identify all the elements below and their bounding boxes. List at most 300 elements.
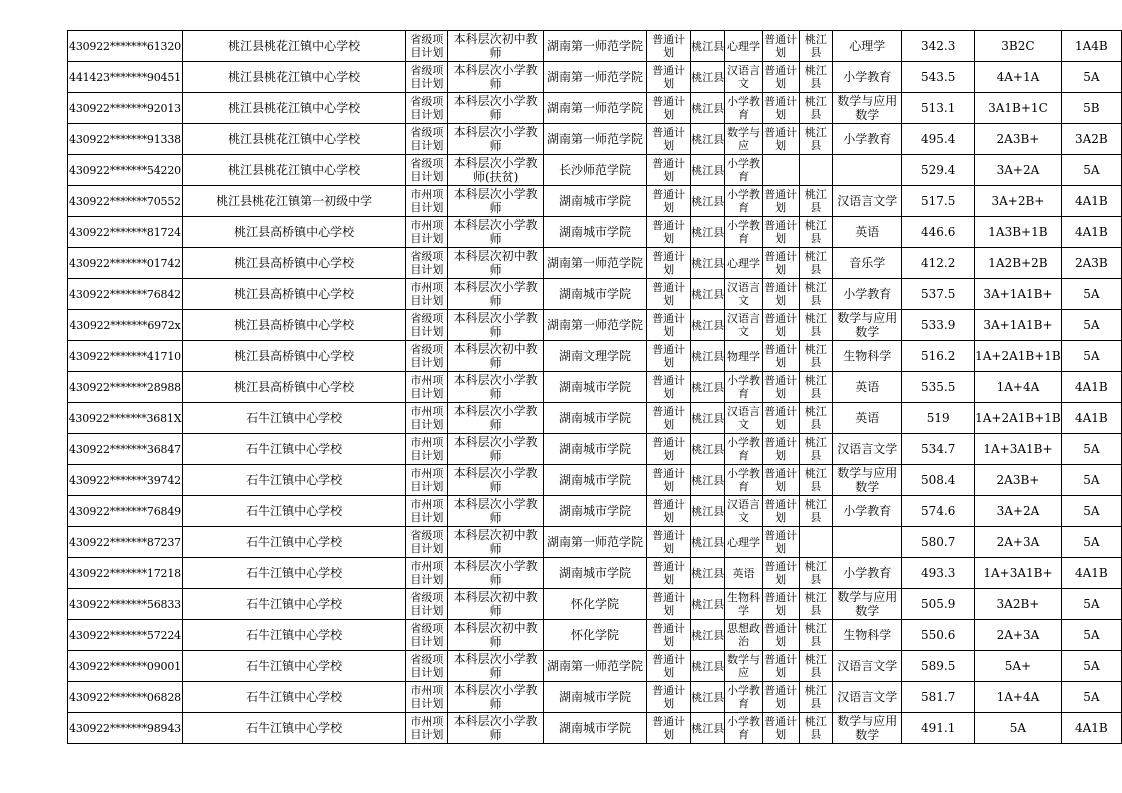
cell-subject-2: 数学与应用数学: [833, 465, 902, 496]
cell-plan-level: 省级项目计划: [406, 589, 448, 620]
cell-school: 石牛江镇中心学校: [182, 620, 405, 651]
cell-plan-type-1: 普通计划: [647, 93, 691, 124]
cell-plan-type-2: 普通计划: [762, 186, 799, 217]
cell-plan-type-1: 普通计划: [647, 403, 691, 434]
cell-score: 574.6: [902, 496, 975, 527]
cell-grade-1: 3A+2A: [975, 496, 1062, 527]
cell-county-1: 桃江县: [691, 31, 725, 62]
cell-plan-level: 省级项目计划: [406, 93, 448, 124]
cell-grade-2: 3A2B: [1061, 124, 1121, 155]
cell-score: 516.2: [902, 341, 975, 372]
cell-plan-type-1: 普通计划: [647, 558, 691, 589]
cell-school: 石牛江镇中心学校: [182, 527, 405, 558]
cell-subject-2: 汉语言文学: [833, 682, 902, 713]
cell-plan-type-2: 普通计划: [762, 651, 799, 682]
cell-teacher-level: 本科层次小学教师: [448, 186, 544, 217]
cell-county-1: 桃江县: [691, 62, 725, 93]
cell-school: 石牛江镇中心学校: [182, 558, 405, 589]
cell-plan-type-2: 普通计划: [762, 62, 799, 93]
cell-plan-type-2: 普通计划: [762, 341, 799, 372]
cell-score: 550.6: [902, 620, 975, 651]
cell-id-number: 430922*******6972x: [68, 310, 183, 341]
cell-college: 湖南城市学院: [543, 403, 646, 434]
cell-plan-level: 省级项目计划: [406, 310, 448, 341]
cell-plan-type-2: 普通计划: [762, 279, 799, 310]
table-row: [68, 527, 1122, 558]
cell-grade-2: 5A: [1061, 465, 1121, 496]
cell-grade-1: 1A2B+2B: [975, 248, 1062, 279]
cell-subject-2: 音乐学: [833, 248, 902, 279]
cell-grade-2: 5A: [1061, 341, 1121, 372]
cell-plan-type-1: 普通计划: [647, 279, 691, 310]
cell-grade-2: 5A: [1061, 589, 1121, 620]
cell-plan-type-2: 普通计划: [762, 372, 799, 403]
cell-id-number: 430922*******01742: [68, 248, 183, 279]
cell-plan-type-1: 普通计划: [647, 434, 691, 465]
table-row: [68, 496, 1122, 527]
cell-subject-2: 汉语言文学: [833, 186, 902, 217]
cell-plan-type-2: 普通计划: [762, 589, 799, 620]
cell-plan-type-1: 普通计划: [647, 465, 691, 496]
cell-grade-2: 5A: [1061, 682, 1121, 713]
table-row: [68, 651, 1122, 682]
cell-plan-type-2: 普通计划: [762, 124, 799, 155]
cell-plan-type-2: 普通计划: [762, 310, 799, 341]
cell-grade-1: 5A+: [975, 651, 1062, 682]
cell-subject-2: 小学教育: [833, 558, 902, 589]
cell-score: 537.5: [902, 279, 975, 310]
cell-score: 529.4: [902, 155, 975, 186]
cell-teacher-level: 本科层次初中教师: [448, 248, 544, 279]
cell-county-1: 桃江县: [691, 434, 725, 465]
cell-plan-type-1: 普通计划: [647, 186, 691, 217]
cell-county-2: 桃江县: [799, 403, 832, 434]
cell-college: 湖南第一师范学院: [543, 31, 646, 62]
cell-subject-1: 心理学: [725, 527, 762, 558]
cell-plan-type-2: 普通计划: [762, 527, 799, 558]
cell-county-1: 桃江县: [691, 620, 725, 651]
cell-grade-2: 5A: [1061, 155, 1121, 186]
cell-plan-type-1: 普通计划: [647, 682, 691, 713]
cell-plan-level: 省级项目计划: [406, 620, 448, 651]
cell-grade-1: 2A+3A: [975, 620, 1062, 651]
cell-plan-level: 市州项目计划: [406, 713, 448, 744]
cell-college: 湖南第一师范学院: [543, 62, 646, 93]
cell-county-1: 桃江县: [691, 124, 725, 155]
cell-plan-type-1: 普通计划: [647, 341, 691, 372]
cell-score: 581.7: [902, 682, 975, 713]
cell-plan-type-1: 普通计划: [647, 651, 691, 682]
cell-teacher-level: 本科层次小学教师: [448, 279, 544, 310]
cell-id-number: 430922*******06828: [68, 682, 183, 713]
cell-plan-level: 市州项目计划: [406, 279, 448, 310]
cell-plan-type-2: 普通计划: [762, 93, 799, 124]
cell-subject-2: 英语: [833, 403, 902, 434]
cell-teacher-level: 本科层次小学教师: [448, 496, 544, 527]
cell-county-1: 桃江县: [691, 279, 725, 310]
cell-grade-1: 5A: [975, 713, 1062, 744]
cell-college: 湖南城市学院: [543, 558, 646, 589]
cell-county-2: [799, 155, 832, 186]
cell-grade-1: 1A+3A1B+: [975, 558, 1062, 589]
cell-teacher-level: 本科层次小学教师: [448, 217, 544, 248]
cell-id-number: 430922*******87237: [68, 527, 183, 558]
cell-grade-1: 3A+2A: [975, 155, 1062, 186]
cell-county-1: 桃江县: [691, 248, 725, 279]
cell-id-number: 430922*******92013: [68, 93, 183, 124]
table-row: [68, 310, 1122, 341]
cell-county-2: 桃江县: [799, 279, 832, 310]
cell-grade-1: 3A+2B+: [975, 186, 1062, 217]
table-row: [68, 279, 1122, 310]
cell-school: 石牛江镇中心学校: [182, 403, 405, 434]
cell-school: 桃江县桃花江镇中心学校: [182, 124, 405, 155]
cell-teacher-level: 本科层次小学教师: [448, 124, 544, 155]
cell-grade-2: 4A1B: [1061, 217, 1121, 248]
cell-teacher-level: 本科层次初中教师: [448, 341, 544, 372]
table-row: [68, 372, 1122, 403]
cell-grade-2: 5A: [1061, 620, 1121, 651]
cell-college: 怀化学院: [543, 589, 646, 620]
cell-county-2: 桃江县: [799, 124, 832, 155]
cell-plan-type-2: 普通计划: [762, 558, 799, 589]
cell-college: 湖南城市学院: [543, 713, 646, 744]
cell-plan-type-1: 普通计划: [647, 31, 691, 62]
cell-teacher-level: 本科层次小学教师: [448, 465, 544, 496]
cell-id-number: 430922*******76842: [68, 279, 183, 310]
cell-county-2: 桃江县: [799, 682, 832, 713]
cell-teacher-level: 本科层次小学教师: [448, 713, 544, 744]
table-row: [68, 465, 1122, 496]
cell-plan-type-1: 普通计划: [647, 248, 691, 279]
cell-plan-type-2: 普通计划: [762, 465, 799, 496]
cell-teacher-level: 本科层次小学教师: [448, 372, 544, 403]
cell-teacher-level: 本科层次小学教师: [448, 434, 544, 465]
cell-score: 342.3: [902, 31, 975, 62]
cell-subject-2: [833, 527, 902, 558]
cell-school: 桃江县桃花江镇中心学校: [182, 93, 405, 124]
cell-id-number: 430922*******57224: [68, 620, 183, 651]
cell-grade-1: 3A1B+1C: [975, 93, 1062, 124]
cell-score: 534.7: [902, 434, 975, 465]
cell-teacher-level: 本科层次小学教师: [448, 93, 544, 124]
cell-subject-2: 生物科学: [833, 341, 902, 372]
cell-county-1: 桃江县: [691, 682, 725, 713]
cell-plan-type-2: 普通计划: [762, 682, 799, 713]
cell-school: 桃江县高桥镇中心学校: [182, 248, 405, 279]
cell-score: 589.5: [902, 651, 975, 682]
cell-plan-level: 市州项目计划: [406, 217, 448, 248]
cell-plan-level: 省级项目计划: [406, 31, 448, 62]
cell-subject-1: 汉语言文: [725, 279, 762, 310]
cell-subject-2: 数学与应用数学: [833, 589, 902, 620]
cell-score: 535.5: [902, 372, 975, 403]
cell-subject-2: 数学与应用数学: [833, 93, 902, 124]
cell-subject-2: 数学与应用数学: [833, 310, 902, 341]
cell-plan-type-1: 普通计划: [647, 527, 691, 558]
cell-county-2: 桃江县: [799, 62, 832, 93]
cell-subject-1: 小学教育: [725, 217, 762, 248]
cell-plan-level: 省级项目计划: [406, 155, 448, 186]
cell-grade-1: 2A3B+: [975, 465, 1062, 496]
cell-county-2: 桃江县: [799, 341, 832, 372]
cell-score: 446.6: [902, 217, 975, 248]
cell-county-2: 桃江县: [799, 372, 832, 403]
cell-grade-2: 4A1B: [1061, 186, 1121, 217]
cell-college: 湖南城市学院: [543, 279, 646, 310]
cell-id-number: 430922*******36847: [68, 434, 183, 465]
table-row: [68, 341, 1122, 372]
cell-plan-level: 省级项目计划: [406, 62, 448, 93]
cell-score: 513.1: [902, 93, 975, 124]
cell-county-2: 桃江县: [799, 434, 832, 465]
cell-county-1: 桃江县: [691, 465, 725, 496]
cell-college: 湖南文理学院: [543, 341, 646, 372]
cell-subject-2: 小学教育: [833, 496, 902, 527]
cell-score: 517.5: [902, 186, 975, 217]
table-row: [68, 589, 1122, 620]
cell-teacher-level: 本科层次小学教师: [448, 403, 544, 434]
cell-school: 石牛江镇中心学校: [182, 682, 405, 713]
cell-subject-2: 小学教育: [833, 62, 902, 93]
cell-subject-1: 汉语言文: [725, 310, 762, 341]
cell-college: 湖南城市学院: [543, 682, 646, 713]
cell-grade-2: 5A: [1061, 62, 1121, 93]
cell-teacher-level: 本科层次小学教师: [448, 62, 544, 93]
cell-id-number: 430922*******91338: [68, 124, 183, 155]
cell-grade-2: 5B: [1061, 93, 1121, 124]
cell-subject-1: 心理学: [725, 31, 762, 62]
cell-teacher-level: 本科层次小学教师: [448, 310, 544, 341]
cell-county-1: 桃江县: [691, 651, 725, 682]
cell-teacher-level: 本科层次初中教师: [448, 589, 544, 620]
cell-id-number: 430922*******56833: [68, 589, 183, 620]
cell-plan-type-1: 普通计划: [647, 62, 691, 93]
cell-college: 怀化学院: [543, 620, 646, 651]
cell-grade-1: 2A3B+: [975, 124, 1062, 155]
cell-school: 桃江县桃花江镇中心学校: [182, 62, 405, 93]
cell-county-2: 桃江县: [799, 558, 832, 589]
table-row: [68, 186, 1122, 217]
cell-county-1: 桃江县: [691, 310, 725, 341]
cell-grade-1: 3A+1A1B+: [975, 310, 1062, 341]
table-row: [68, 434, 1122, 465]
cell-subject-2: 汉语言文学: [833, 651, 902, 682]
cell-plan-level: 省级项目计划: [406, 248, 448, 279]
cell-score: 412.2: [902, 248, 975, 279]
cell-id-number: 430922*******61320: [68, 31, 183, 62]
cell-plan-level: 市州项目计划: [406, 496, 448, 527]
cell-plan-level: 市州项目计划: [406, 186, 448, 217]
cell-grade-1: 1A+4A: [975, 682, 1062, 713]
cell-plan-type-2: 普通计划: [762, 713, 799, 744]
cell-college: 湖南第一师范学院: [543, 310, 646, 341]
cell-school: 石牛江镇中心学校: [182, 713, 405, 744]
cell-score: 495.4: [902, 124, 975, 155]
cell-county-2: 桃江县: [799, 620, 832, 651]
cell-grade-2: 5A: [1061, 496, 1121, 527]
cell-county-1: 桃江县: [691, 713, 725, 744]
cell-college: 湖南城市学院: [543, 372, 646, 403]
cell-plan-type-2: 普通计划: [762, 403, 799, 434]
cell-county-2: 桃江县: [799, 496, 832, 527]
cell-grade-2: 1A4B: [1061, 31, 1121, 62]
cell-subject-1: 心理学: [725, 248, 762, 279]
cell-plan-type-1: 普通计划: [647, 372, 691, 403]
cell-plan-type-2: 普通计划: [762, 31, 799, 62]
cell-plan-type-1: 普通计划: [647, 124, 691, 155]
cell-school: 石牛江镇中心学校: [182, 434, 405, 465]
cell-subject-2: 英语: [833, 372, 902, 403]
cell-id-number: 430922*******70552: [68, 186, 183, 217]
cell-grade-1: 1A3B+1B: [975, 217, 1062, 248]
cell-score: 491.1: [902, 713, 975, 744]
table-body: [68, 31, 1122, 744]
cell-plan-type-1: 普通计划: [647, 217, 691, 248]
cell-subject-1: 小学教育: [725, 713, 762, 744]
cell-county-2: 桃江县: [799, 217, 832, 248]
cell-county-1: 桃江县: [691, 589, 725, 620]
cell-teacher-level: 本科层次初中教师: [448, 527, 544, 558]
cell-id-number: 430922*******81724: [68, 217, 183, 248]
cell-county-2: 桃江县: [799, 93, 832, 124]
cell-grade-2: 5A: [1061, 651, 1121, 682]
cell-plan-type-2: 普通计划: [762, 496, 799, 527]
cell-plan-level: 省级项目计划: [406, 341, 448, 372]
cell-subject-1: 小学教育: [725, 372, 762, 403]
cell-subject-1: 物理学: [725, 341, 762, 372]
cell-college: 湖南第一师范学院: [543, 527, 646, 558]
cell-county-2: 桃江县: [799, 713, 832, 744]
cell-teacher-level: 本科层次初中教师: [448, 620, 544, 651]
cell-subject-2: 小学教育: [833, 279, 902, 310]
cell-plan-type-1: 普通计划: [647, 713, 691, 744]
cell-school: 石牛江镇中心学校: [182, 496, 405, 527]
cell-plan-level: 市州项目计划: [406, 465, 448, 496]
table-row: [68, 124, 1122, 155]
cell-subject-1: 汉语言文: [725, 403, 762, 434]
cell-grade-2: 5A: [1061, 279, 1121, 310]
cell-id-number: 430922*******98943: [68, 713, 183, 744]
cell-subject-2: [833, 155, 902, 186]
cell-subject-2: 汉语言文学: [833, 434, 902, 465]
cell-id-number: 430922*******39742: [68, 465, 183, 496]
cell-grade-1: 2A+3A: [975, 527, 1062, 558]
cell-plan-level: 省级项目计划: [406, 651, 448, 682]
table-row: [68, 93, 1122, 124]
cell-plan-level: 省级项目计划: [406, 124, 448, 155]
cell-subject-1: 小学教育: [725, 186, 762, 217]
cell-county-2: 桃江县: [799, 651, 832, 682]
cell-plan-level: 市州项目计划: [406, 372, 448, 403]
cell-college: 湖南第一师范学院: [543, 651, 646, 682]
cell-subject-1: 小学教育: [725, 155, 762, 186]
cell-college: 湖南第一师范学院: [543, 124, 646, 155]
cell-school: 桃江县桃花江镇中心学校: [182, 155, 405, 186]
cell-grade-2: 4A1B: [1061, 713, 1121, 744]
cell-subject-2: 生物科学: [833, 620, 902, 651]
cell-plan-level: 市州项目计划: [406, 558, 448, 589]
cell-score: 543.5: [902, 62, 975, 93]
cell-teacher-level: 本科层次小学教师: [448, 558, 544, 589]
cell-subject-1: 小学教育: [725, 465, 762, 496]
cell-grade-1: 3B2C: [975, 31, 1062, 62]
cell-score: 533.9: [902, 310, 975, 341]
cell-grade-1: 3A2B+: [975, 589, 1062, 620]
cell-county-2: 桃江县: [799, 310, 832, 341]
cell-plan-level: 市州项目计划: [406, 434, 448, 465]
table-row: [68, 62, 1122, 93]
cell-subject-1: 汉语言文: [725, 62, 762, 93]
cell-county-1: 桃江县: [691, 186, 725, 217]
cell-plan-type-1: 普通计划: [647, 310, 691, 341]
cell-plan-type-1: 普通计划: [647, 155, 691, 186]
cell-college: 湖南城市学院: [543, 186, 646, 217]
cell-college: 湖南城市学院: [543, 434, 646, 465]
cell-id-number: 441423*******90451: [68, 62, 183, 93]
cell-id-number: 430922*******3681X: [68, 403, 183, 434]
table-row: [68, 155, 1122, 186]
cell-plan-level: 市州项目计划: [406, 403, 448, 434]
cell-school: 桃江县高桥镇中心学校: [182, 310, 405, 341]
cell-county-2: 桃江县: [799, 465, 832, 496]
cell-score: 580.7: [902, 527, 975, 558]
cell-county-1: 桃江县: [691, 372, 725, 403]
cell-plan-type-1: 普通计划: [647, 589, 691, 620]
cell-county-2: 桃江县: [799, 186, 832, 217]
cell-school: 桃江县高桥镇中心学校: [182, 217, 405, 248]
cell-school: 石牛江镇中心学校: [182, 465, 405, 496]
cell-score: 493.3: [902, 558, 975, 589]
cell-plan-level: 省级项目计划: [406, 527, 448, 558]
cell-subject-1: 思想政治: [725, 620, 762, 651]
cell-id-number: 430922*******41710: [68, 341, 183, 372]
cell-county-1: 桃江县: [691, 527, 725, 558]
cell-school: 石牛江镇中心学校: [182, 651, 405, 682]
table-row: [68, 217, 1122, 248]
cell-subject-2: 英语: [833, 217, 902, 248]
table-row: [68, 682, 1122, 713]
cell-county-2: [799, 527, 832, 558]
table-row: [68, 248, 1122, 279]
cell-score: 519: [902, 403, 975, 434]
cell-county-1: 桃江县: [691, 558, 725, 589]
cell-grade-2: 2A3B: [1061, 248, 1121, 279]
cell-grade-2: 4A1B: [1061, 372, 1121, 403]
cell-school: 桃江县桃花江镇中心学校: [182, 31, 405, 62]
cell-subject-1: 小学教育: [725, 682, 762, 713]
cell-grade-2: 5A: [1061, 310, 1121, 341]
cell-grade-1: 1A+3A1B+: [975, 434, 1062, 465]
data-table: [67, 30, 1122, 744]
cell-school: 石牛江镇中心学校: [182, 589, 405, 620]
cell-county-1: 桃江县: [691, 341, 725, 372]
cell-plan-type-2: [762, 155, 799, 186]
cell-subject-1: 英语: [725, 558, 762, 589]
cell-subject-1: 数学与应: [725, 124, 762, 155]
cell-id-number: 430922*******17218: [68, 558, 183, 589]
cell-grade-2: 4A1B: [1061, 558, 1121, 589]
cell-subject-2: 小学教育: [833, 124, 902, 155]
cell-grade-2: 5A: [1061, 527, 1121, 558]
cell-id-number: 430922*******54220: [68, 155, 183, 186]
table-row: [68, 403, 1122, 434]
cell-subject-1: 数学与应: [725, 651, 762, 682]
cell-subject-2: 心理学: [833, 31, 902, 62]
cell-subject-1: 汉语言文: [725, 496, 762, 527]
cell-county-1: 桃江县: [691, 217, 725, 248]
cell-subject-1: 小学教育: [725, 434, 762, 465]
